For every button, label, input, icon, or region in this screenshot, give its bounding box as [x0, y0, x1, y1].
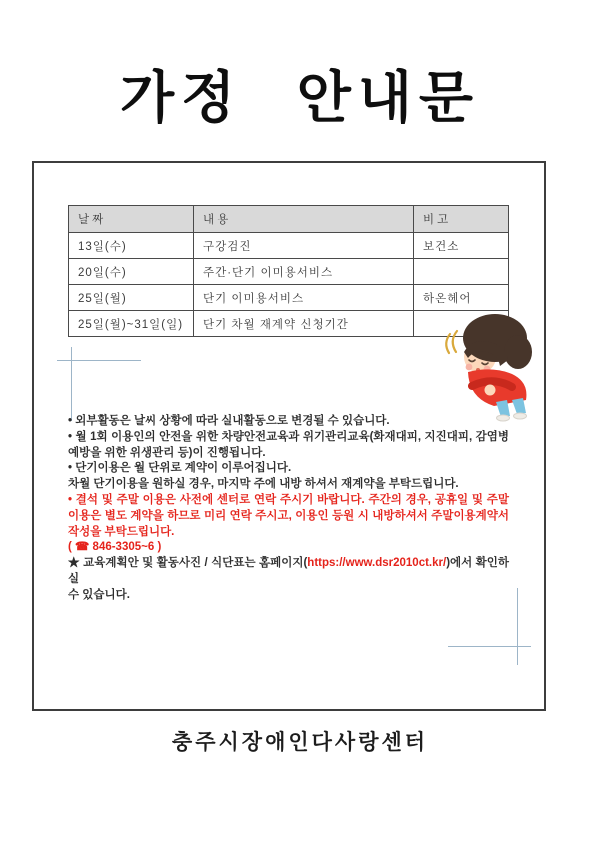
page-title: 가정 안내문 — [119, 66, 481, 129]
note-line: • 월 1회 이용인의 안전을 위한 차량안전교육과 위기관리교육(화재대피, 지진대피, 감염병 — [68, 430, 509, 443]
cell-note — [414, 259, 509, 285]
homepage-line-suffix: )에서 확인하실 — [68, 557, 510, 585]
table-row — [69, 285, 509, 311]
cell-content: 단기 이미용서비스 — [194, 285, 414, 311]
cell-content: 구강검진 — [194, 233, 414, 259]
cell-date: 25일(월) — [69, 285, 194, 311]
right-cross-mark-vertical — [517, 588, 518, 665]
left-cross-mark-vertical — [71, 347, 72, 421]
table-row — [69, 259, 509, 285]
left-cross-mark-horizontal — [57, 360, 141, 361]
cell-note: 하온헤어 — [414, 285, 509, 311]
phone-number-line: ( ☎ 846-3305~6 ) — [68, 541, 162, 554]
notice-text-block — [68, 414, 509, 604]
note-line-important: • 결석 및 주말 이용은 사전에 센터로 연락 주시기 바랍니다. 주간의 경우, 공휴일 및 주말 — [68, 493, 509, 506]
cell-content: 단기 차월 재계약 신청기간 — [194, 311, 414, 337]
cell-note: 보건소 — [414, 233, 509, 259]
homepage-url-link[interactable]: https://www.dsr2010ct.kr/ — [307, 557, 447, 570]
right-cross-mark-horizontal — [448, 646, 531, 647]
note-line-important: 이용은 별도 계약을 하므로 미리 연락 주시고, 이용인 등원 시 내방하셔서 주말이용계약서 — [68, 509, 509, 522]
cell-content: 주간·단기 이미용서비스 — [194, 259, 414, 285]
cell-date: 25일(월)~31일(일) — [69, 311, 194, 337]
cell-date: 20일(수) — [69, 259, 194, 285]
note-line: • 외부활동은 날씨 상황에 따라 실내활동으로 변경될 수 있습니다. — [68, 415, 390, 427]
table-row — [69, 233, 509, 259]
motion-lines-icon — [446, 331, 457, 353]
note-line-important: 작성을 부탁드립니다. — [68, 525, 175, 538]
note-line: • 단기이용은 월 단위로 계약이 이루어집니다. — [68, 462, 292, 475]
boy-figure — [463, 314, 532, 421]
table-header-row — [69, 206, 509, 233]
note-line: 차월 단기이용을 원하실 경우, 마지막 주에 내방 하셔서 재계약을 부탁드립니다. — [68, 478, 459, 491]
header-content: 내용 — [194, 206, 414, 233]
bowing-boy-illustration — [436, 308, 550, 422]
header-date: 날짜 — [69, 206, 194, 233]
note-line: 수 있습니다. — [68, 588, 130, 601]
center-name-footer: 충주시장애인다사랑센터 — [171, 730, 429, 754]
cell-date: 13일(수) — [69, 233, 194, 259]
homepage-line — [68, 556, 509, 588]
header-note: 비고 — [414, 206, 509, 233]
homepage-line-prefix: ★ 교육계획안 및 활동사진 / 식단표는 홈페이지( — [68, 557, 308, 570]
note-line: 예방을 위한 위생관리 등)이 진행됩니다. — [68, 446, 266, 459]
